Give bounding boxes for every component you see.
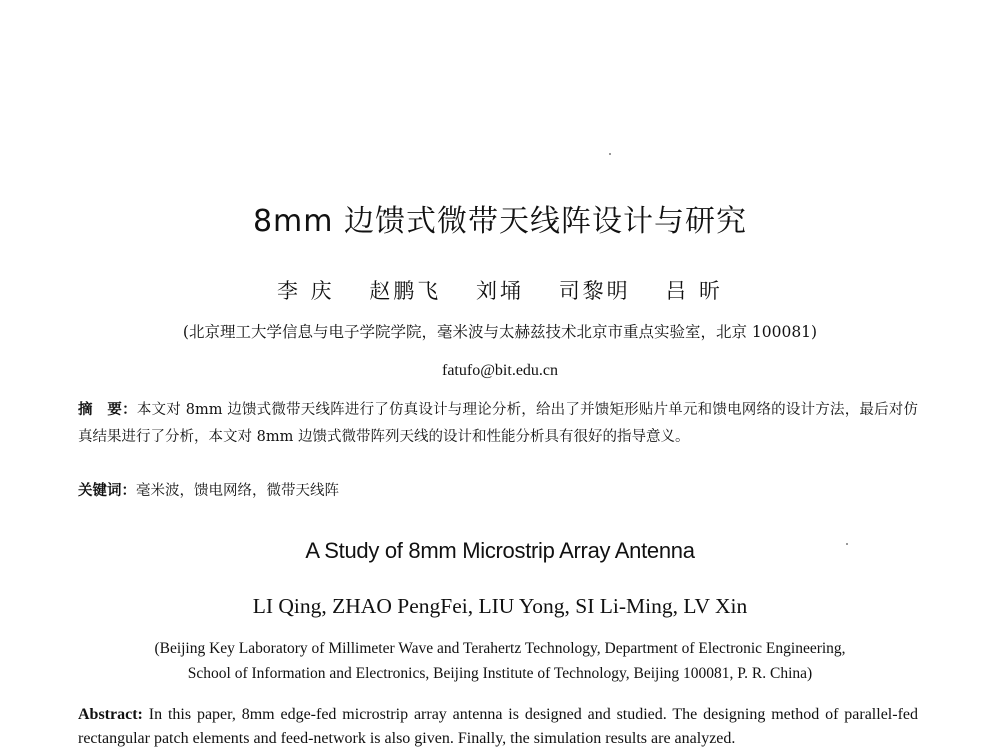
author-zhao-pengfei: 赵鹏飞	[369, 279, 442, 303]
english-affiliation-line1: (Beijing Key Laboratory of Millimeter Wave and Terahertz Technology, Department of Electronic Engineering,	[154, 640, 846, 657]
scan-speck	[609, 153, 611, 155]
chinese-affiliation: (北京理工大学信息与电子学院学院，毫米波与太赫兹技术北京市重点实验室，北京 100081)	[182, 323, 818, 341]
english-affiliation	[0, 636, 1000, 686]
author-email: fatufo@bit.edu.cn	[441, 362, 559, 379]
english-title: A Study of 8mm Microstrip Array Antenna	[305, 538, 695, 563]
english-abstract-text: In this paper, 8mm edge-fed microstrip array antenna is designed and studied. The designing method of parallel-fed rectangular patch elements and feed-network is also given. Finally, the simulation results are analyzed.	[78, 706, 919, 747]
chinese-abstract	[78, 397, 918, 451]
chinese-keywords	[78, 478, 918, 505]
author-lv-xin: 吕 昕	[665, 279, 724, 303]
english-authors: LI Qing, ZHAO PengFei, LIU Yong, SI Li-Ming, LV Xin	[252, 594, 748, 618]
chinese-authors	[0, 275, 1000, 305]
english-affiliation-line2: School of Information and Electronics, Beijing Institute of Technology, Beijing 100081, P. R. China)	[187, 665, 813, 682]
english-abstract-label: Abstract:	[78, 706, 143, 723]
chinese-title: 8mm 边馈式微带天线阵设计与研究	[252, 204, 748, 239]
author-si-liming: 司黎明	[558, 279, 631, 303]
chinese-keywords-text: 毫米波，馈电网络，微带天线阵	[136, 483, 339, 499]
author-li-qing: 李 庆	[276, 279, 335, 303]
chinese-keywords-label: 关键词：	[78, 483, 136, 499]
chinese-abstract-text: 本文对 8mm 边馈式微带天线阵进行了仿真设计与理论分析，给出了并馈矩形贴片单元和馈电网络的设计方法，最后对仿真结果进行了分析，本文对 8mm 边馈式微带阵列天线的设计和性能分析具有很好的指导意义。	[78, 402, 918, 445]
author-liu-yong: 刘埇	[476, 279, 524, 303]
english-abstract	[78, 703, 918, 751]
chinese-abstract-label: 摘 要：	[78, 402, 137, 418]
